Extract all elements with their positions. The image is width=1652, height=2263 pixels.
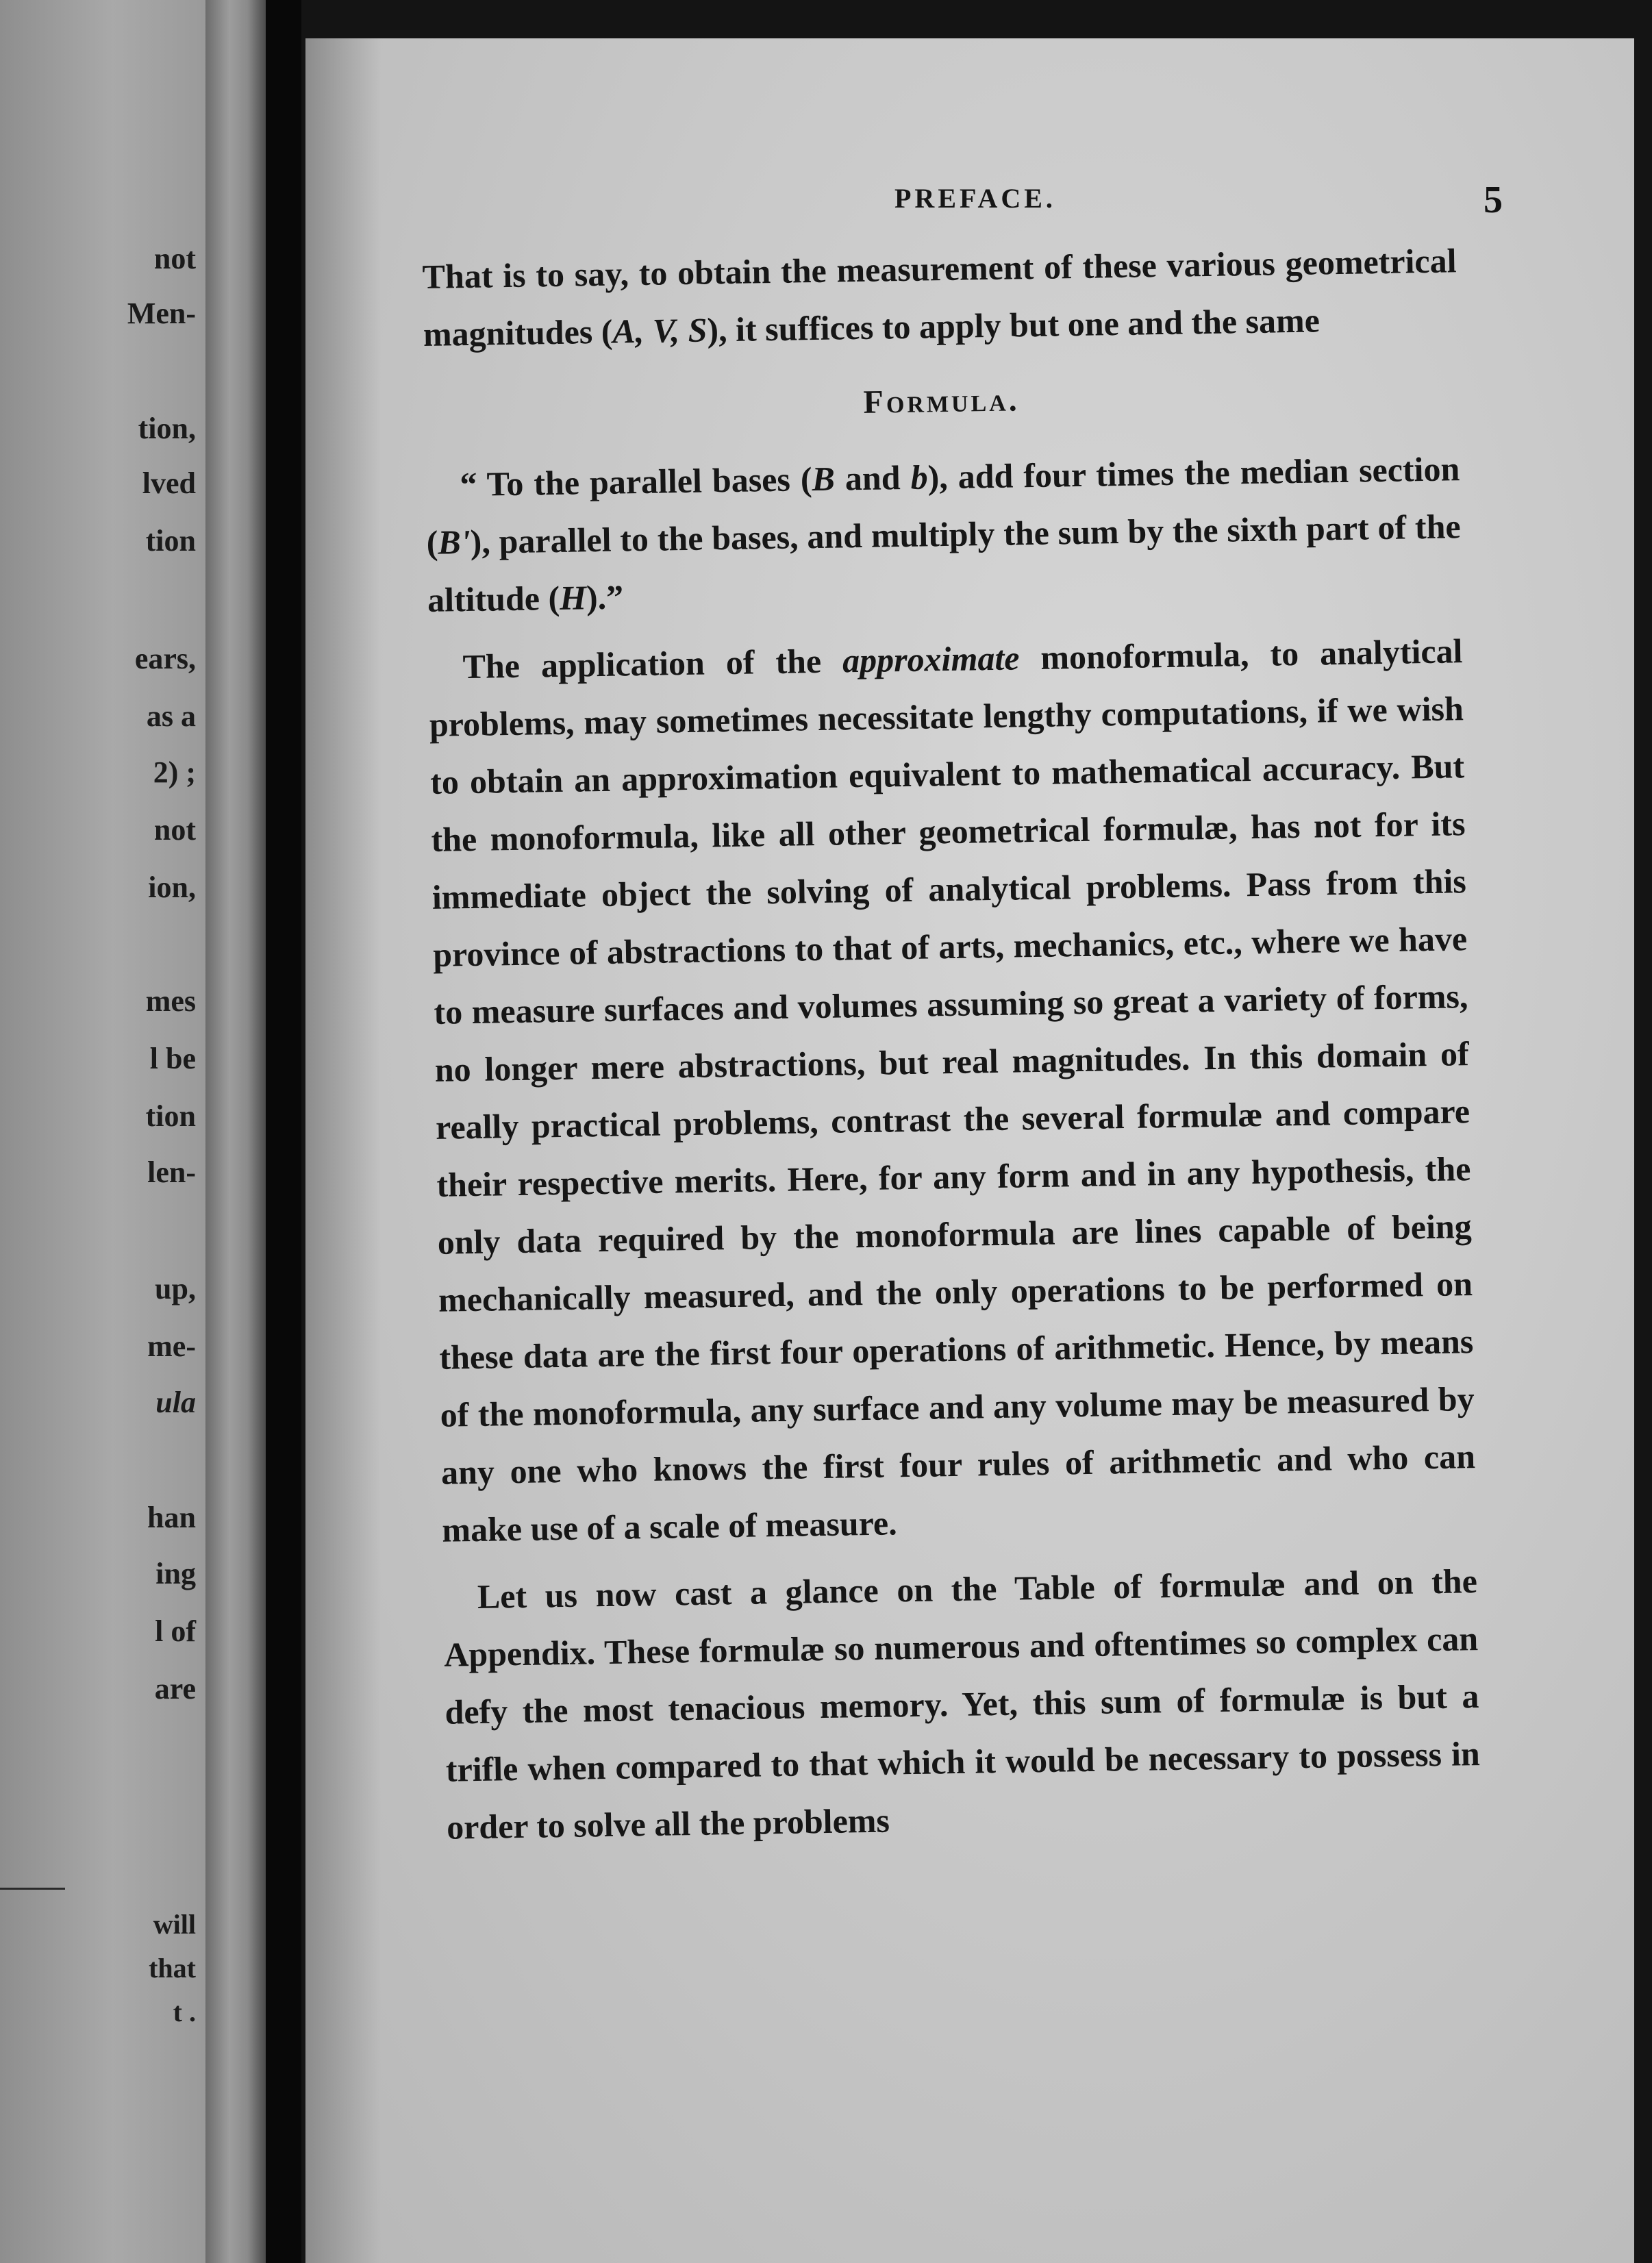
left-fragment: l of <box>155 1614 196 1648</box>
variable: B <box>812 459 836 499</box>
text-run: ), parallel to the bases, and multiply the sum by the sixth part of the altitude ( <box>427 507 1462 619</box>
running-head: PREFACE. <box>894 183 1056 214</box>
paragraph-intro <box>422 232 1457 363</box>
text-run: ), it suffices to apply but one and the same <box>706 301 1321 349</box>
facing-page-left <box>0 0 205 2263</box>
left-fragment: will <box>153 1909 196 1940</box>
left-fragment: 2) ; <box>153 755 196 789</box>
left-fragment: not <box>153 813 196 847</box>
page-shadow <box>305 38 381 2263</box>
book-page <box>305 38 1634 2263</box>
variable-list: A, V, S <box>612 310 708 351</box>
formula-quote <box>425 440 1462 629</box>
left-fragment: ula <box>155 1386 196 1419</box>
text-run: and <box>834 458 911 498</box>
left-fragment: mes <box>145 984 196 1018</box>
formula-heading: Formula. <box>863 382 1021 421</box>
left-fragment: tion <box>145 524 196 558</box>
paragraph-application <box>428 622 1477 1559</box>
left-fragment: ion, <box>148 871 196 904</box>
left-fragment: l be <box>149 1042 196 1075</box>
left-fragment: are <box>154 1672 196 1705</box>
left-fragment: Men- <box>127 297 196 330</box>
left-fragment: not <box>153 242 196 275</box>
text-run: The application of the <box>462 641 843 686</box>
left-fragment: lved <box>142 466 196 500</box>
emphasis: approximate <box>842 638 1020 680</box>
left-fragment: len- <box>147 1155 196 1189</box>
variable: b <box>910 458 928 497</box>
page-number: 5 <box>1484 179 1503 221</box>
variable: B' <box>437 522 471 562</box>
body-text <box>422 232 1481 1855</box>
text-run: That is to say, to obtain the measurement of these various geometrical magnitudes ( <box>422 241 1457 353</box>
text-run: ), add four times the median section ( <box>426 449 1460 562</box>
left-fragment: me- <box>147 1329 196 1363</box>
left-fragment: as a <box>146 699 196 733</box>
page-edge <box>205 0 266 2263</box>
left-fragment: tion <box>145 1099 196 1133</box>
text-run: ).” <box>586 577 624 617</box>
variable: H <box>559 578 587 617</box>
text-run: “ To the parallel bases ( <box>459 460 812 504</box>
left-fragment: tion, <box>138 412 196 445</box>
left-fragment: ing <box>155 1557 196 1590</box>
left-fragment: t . <box>173 1997 196 2027</box>
left-fragment: ears, <box>134 642 196 675</box>
text-run: monoformula, to analytical problems, may sometimes necessitate lengthy computations, if we wish to obtain an approximation equivalent to mathematical accuracy. But the monoformula, like all other geometrical formulæ, has not for its immediate object the solving of analytical problems. Pass from this province of abstractions to that of arts, mechanics, etc., where we have to measure surfaces and volumes assuming so great a variety of forms, no longer mere abstractions, but real magnitudes. In this domain of really practical problems, contrast the several formulæ and compare their respective merits. Here, for any form and in any hypothesis, the only data required by the monoformula are lines capable of being mechanically measured, and the only operations to be performed on these data are the first four operations of arithmetic. Hence, by means of the monoformula, any surface and any volume may be measured by any one who knows the first four rules of arithmetic and who can make use of a scale of measure. <box>429 632 1476 1549</box>
left-fragment: that <box>149 1953 196 1984</box>
paragraph-table: Let us now cast a glance on the Table of formulæ and on the Appendix. These formulæ so numerous and oftentimes so complex can defy the most tenacious memory. Yet, this sum of formulæ is but a trifle when compared to that which it would be necessary to possess in order to solve all the problems <box>443 1562 1481 1847</box>
footnote-rule <box>0 1888 65 1890</box>
left-fragment: han <box>147 1501 196 1534</box>
left-fragment: up, <box>155 1272 196 1305</box>
book-gutter <box>266 0 301 2263</box>
